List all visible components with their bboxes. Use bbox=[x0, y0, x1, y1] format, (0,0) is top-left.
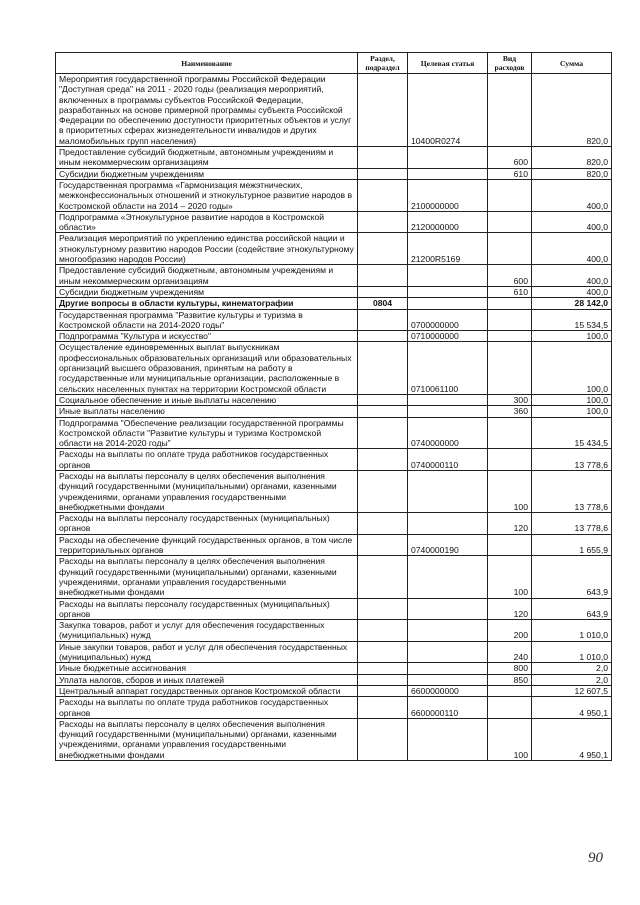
cell-sum: 400,0 bbox=[532, 286, 612, 297]
cell-article: 0740000190 bbox=[408, 534, 488, 556]
table-row bbox=[56, 286, 612, 297]
cell-section bbox=[358, 598, 408, 620]
column-header-expense: Вид расходов bbox=[488, 53, 532, 74]
cell-sum: 400,0 bbox=[532, 265, 612, 287]
cell-sum: 400,0 bbox=[532, 233, 612, 265]
table-row bbox=[56, 663, 612, 674]
cell-section bbox=[358, 406, 408, 417]
cell-section bbox=[358, 556, 408, 598]
cell-name: Подпрограмма "Культура и искусство" bbox=[56, 331, 358, 342]
cell-name: Другие вопросы в области культуры, кинематографии bbox=[56, 298, 358, 309]
cell-expense: 100 bbox=[488, 556, 532, 598]
table-header-row bbox=[56, 53, 612, 74]
cell-expense: 240 bbox=[488, 641, 532, 663]
cell-section bbox=[358, 179, 408, 211]
table-row bbox=[56, 298, 612, 309]
cell-sum: 4 950,1 bbox=[532, 697, 612, 719]
cell-article bbox=[408, 513, 488, 535]
cell-expense bbox=[488, 298, 532, 309]
cell-name: Закупка товаров, работ и услуг для обеспечения государственных (муниципальных) нужд bbox=[56, 620, 358, 642]
cell-sum: 28 142,0 bbox=[532, 298, 612, 309]
cell-section bbox=[358, 233, 408, 265]
cell-name: Реализация мероприятий по укреплению единства российской нации и этнокультурному развитию народов России (содействие этнокультурному многообразию народов России) bbox=[56, 233, 358, 265]
cell-sum: 100,0 bbox=[532, 394, 612, 405]
table-row bbox=[56, 394, 612, 405]
cell-sum: 4 950,1 bbox=[532, 718, 612, 760]
table-row bbox=[56, 265, 612, 287]
cell-section bbox=[358, 513, 408, 535]
cell-name: Расходы на обеспечение функций государственных органов, в том числе территориальных органов bbox=[56, 534, 358, 556]
cell-expense bbox=[488, 211, 532, 233]
cell-section bbox=[358, 74, 408, 147]
table-row bbox=[56, 147, 612, 169]
cell-expense bbox=[488, 331, 532, 342]
cell-section bbox=[358, 534, 408, 556]
cell-article: 0740000110 bbox=[408, 449, 488, 471]
cell-section bbox=[358, 286, 408, 297]
cell-article bbox=[408, 286, 488, 297]
table-row bbox=[56, 211, 612, 233]
cell-name: Мероприятия государственной программы Российской Федерации "Доступная среда" на 2011 - 2020 годы (реализация мероприятий, включенных в программы субъектов Российской Федерации, разработанных на основе примерной программы субъекта Российской Федерации по обеспечению доступности приоритетных объектов и услуг в приоритетных сферах жизнедеятельности инвалидов и других маломобильных групп населения) bbox=[56, 74, 358, 147]
table-body bbox=[56, 74, 612, 761]
cell-expense: 120 bbox=[488, 513, 532, 535]
table-row bbox=[56, 534, 612, 556]
cell-section: 0804 bbox=[358, 298, 408, 309]
cell-article bbox=[408, 663, 488, 674]
cell-article: 21200R5169 bbox=[408, 233, 488, 265]
table-row bbox=[56, 309, 612, 331]
cell-name: Государственная программа "Развитие культуры и туризма в Костромской области на 2014-2020 годы" bbox=[56, 309, 358, 331]
cell-expense bbox=[488, 697, 532, 719]
cell-section bbox=[358, 620, 408, 642]
cell-section bbox=[358, 663, 408, 674]
cell-name: Субсидии бюджетным учреждениям bbox=[56, 168, 358, 179]
cell-section bbox=[358, 718, 408, 760]
cell-expense: 800 bbox=[488, 663, 532, 674]
cell-article: 0740000000 bbox=[408, 417, 488, 449]
cell-sum: 820,0 bbox=[532, 147, 612, 169]
cell-expense bbox=[488, 534, 532, 556]
cell-name: Центральный аппарат государственных органов Костромской области bbox=[56, 685, 358, 696]
cell-expense: 100 bbox=[488, 718, 532, 760]
cell-sum: 643,9 bbox=[532, 556, 612, 598]
cell-section bbox=[358, 641, 408, 663]
table-row bbox=[56, 685, 612, 696]
cell-sum: 13 778,6 bbox=[532, 470, 612, 512]
cell-sum: 100,0 bbox=[532, 342, 612, 394]
cell-section bbox=[358, 674, 408, 685]
cell-article bbox=[408, 147, 488, 169]
table-row bbox=[56, 556, 612, 598]
cell-article bbox=[408, 674, 488, 685]
cell-name: Подпрограмма "Обеспечение реализации государственной программы Костромской области "Развитие культуры и туризма Костромской области на 2014-2020 годы" bbox=[56, 417, 358, 449]
table-row bbox=[56, 620, 612, 642]
cell-sum: 15 434,5 bbox=[532, 417, 612, 449]
cell-sum: 820,0 bbox=[532, 74, 612, 147]
cell-expense bbox=[488, 342, 532, 394]
cell-article bbox=[408, 556, 488, 598]
cell-name: Субсидии бюджетным учреждениям bbox=[56, 286, 358, 297]
cell-section bbox=[358, 265, 408, 287]
cell-expense bbox=[488, 233, 532, 265]
cell-section bbox=[358, 211, 408, 233]
cell-expense: 600 bbox=[488, 265, 532, 287]
cell-article: 2100000000 bbox=[408, 179, 488, 211]
column-header-article: Целевая статья bbox=[408, 53, 488, 74]
table-row bbox=[56, 697, 612, 719]
cell-name: Расходы на выплаты персоналу государственных (муниципальных) органов bbox=[56, 598, 358, 620]
cell-name: Расходы на выплаты персоналу государственных (муниципальных) органов bbox=[56, 513, 358, 535]
cell-sum: 1 010,0 bbox=[532, 620, 612, 642]
cell-sum: 100,0 bbox=[532, 331, 612, 342]
cell-section bbox=[358, 697, 408, 719]
table-row bbox=[56, 718, 612, 760]
cell-article bbox=[408, 470, 488, 512]
cell-article: 0710000000 bbox=[408, 331, 488, 342]
cell-name: Уплата налогов, сборов и иных платежей bbox=[56, 674, 358, 685]
cell-section bbox=[358, 168, 408, 179]
cell-sum: 820,0 bbox=[532, 168, 612, 179]
cell-name: Социальное обеспечение и иные выплаты населению bbox=[56, 394, 358, 405]
cell-name: Государственная программа «Гармонизация межэтнических, межконфессиональных отношений и этнокультурное развитие народов в Костромской области на 2014 – 2020 годы» bbox=[56, 179, 358, 211]
table-row bbox=[56, 641, 612, 663]
cell-name: Иные закупки товаров, работ и услуг для обеспечения государственных (муниципальных) нужд bbox=[56, 641, 358, 663]
cell-sum: 400,0 bbox=[532, 211, 612, 233]
cell-article bbox=[408, 298, 488, 309]
cell-sum: 400,0 bbox=[532, 179, 612, 211]
cell-article: 2120000000 bbox=[408, 211, 488, 233]
table-row bbox=[56, 449, 612, 471]
table-row bbox=[56, 342, 612, 394]
column-header-section: Раздел, подраздел bbox=[358, 53, 408, 74]
cell-section bbox=[358, 685, 408, 696]
cell-section bbox=[358, 417, 408, 449]
cell-section bbox=[358, 331, 408, 342]
table-row bbox=[56, 674, 612, 685]
table-row bbox=[56, 513, 612, 535]
cell-name: Иные выплаты населению bbox=[56, 406, 358, 417]
budget-table bbox=[55, 52, 612, 761]
table-row bbox=[56, 233, 612, 265]
cell-sum: 15 534,5 bbox=[532, 309, 612, 331]
cell-sum: 643,9 bbox=[532, 598, 612, 620]
cell-expense bbox=[488, 74, 532, 147]
cell-article: 0700000000 bbox=[408, 309, 488, 331]
cell-sum: 100,0 bbox=[532, 406, 612, 417]
table-row bbox=[56, 331, 612, 342]
cell-expense bbox=[488, 449, 532, 471]
cell-article bbox=[408, 265, 488, 287]
cell-article: 0710061100 bbox=[408, 342, 488, 394]
cell-expense: 100 bbox=[488, 470, 532, 512]
cell-expense bbox=[488, 309, 532, 331]
cell-section bbox=[358, 449, 408, 471]
column-header-sum: Сумма bbox=[532, 53, 612, 74]
cell-sum: 13 778,6 bbox=[532, 449, 612, 471]
cell-expense: 360 bbox=[488, 406, 532, 417]
table-row bbox=[56, 406, 612, 417]
cell-expense: 600 bbox=[488, 147, 532, 169]
cell-article: 6600000110 bbox=[408, 697, 488, 719]
cell-section bbox=[358, 470, 408, 512]
table-row bbox=[56, 598, 612, 620]
cell-article: 6600000000 bbox=[408, 685, 488, 696]
cell-article bbox=[408, 168, 488, 179]
cell-sum: 1 010,0 bbox=[532, 641, 612, 663]
cell-name: Расходы на выплаты персоналу в целях обеспечения выполнения функций государственными (муниципальными) органами, казенными учреждениями, органами управления государственными внебюджетными фондами bbox=[56, 556, 358, 598]
cell-sum: 1 655,9 bbox=[532, 534, 612, 556]
cell-article bbox=[408, 394, 488, 405]
cell-article bbox=[408, 598, 488, 620]
cell-name: Расходы на выплаты персоналу в целях обеспечения выполнения функций государственными (муниципальными) органами, казенными учреждениями, органами управления государственными внебюджетными фондами bbox=[56, 718, 358, 760]
page-number: 90 bbox=[588, 850, 603, 866]
table-row bbox=[56, 74, 612, 147]
cell-expense bbox=[488, 685, 532, 696]
table-row bbox=[56, 470, 612, 512]
table-row bbox=[56, 417, 612, 449]
cell-sum: 2,0 bbox=[532, 663, 612, 674]
cell-section bbox=[358, 147, 408, 169]
cell-article bbox=[408, 718, 488, 760]
cell-name: Иные бюджетные ассигнования bbox=[56, 663, 358, 674]
cell-sum: 12 607,5 bbox=[532, 685, 612, 696]
cell-name: Подпрограмма «Этнокультурное развитие народов в Костромской области» bbox=[56, 211, 358, 233]
cell-name: Осуществление единовременных выплат выпускникам профессиональных образовательных организаций или образовательных организаций высшего образования, принятым на работу в государственные или муниципальные организации, расположенные в сельских населенных пунктах на территории Костромской области bbox=[56, 342, 358, 394]
cell-name: Предоставление субсидий бюджетным, автономным учреждениям и иным некоммерческим организациям bbox=[56, 147, 358, 169]
cell-expense: 300 bbox=[488, 394, 532, 405]
cell-sum: 13 778,6 bbox=[532, 513, 612, 535]
cell-sum: 2,0 bbox=[532, 674, 612, 685]
cell-expense bbox=[488, 417, 532, 449]
table-row bbox=[56, 179, 612, 211]
table-row bbox=[56, 168, 612, 179]
cell-expense: 610 bbox=[488, 168, 532, 179]
cell-name: Расходы на выплаты по оплате труда работников государственных органов bbox=[56, 449, 358, 471]
cell-section bbox=[358, 309, 408, 331]
cell-section bbox=[358, 342, 408, 394]
cell-article bbox=[408, 641, 488, 663]
cell-name: Расходы на выплаты по оплате труда работников государственных органов bbox=[56, 697, 358, 719]
cell-name: Расходы на выплаты персоналу в целях обеспечения выполнения функций государственными (муниципальными) органами, казенными учреждениями, органами управления государственными внебюджетными фондами bbox=[56, 470, 358, 512]
cell-section bbox=[358, 394, 408, 405]
cell-article bbox=[408, 406, 488, 417]
cell-expense: 850 bbox=[488, 674, 532, 685]
cell-article bbox=[408, 620, 488, 642]
cell-expense: 610 bbox=[488, 286, 532, 297]
cell-article: 10400R0274 bbox=[408, 74, 488, 147]
column-header-name: Наименование bbox=[56, 53, 358, 74]
cell-expense: 200 bbox=[488, 620, 532, 642]
cell-name: Предоставление субсидий бюджетным, автономным учреждениям и иным некоммерческим организациям bbox=[56, 265, 358, 287]
cell-expense bbox=[488, 179, 532, 211]
cell-expense: 120 bbox=[488, 598, 532, 620]
